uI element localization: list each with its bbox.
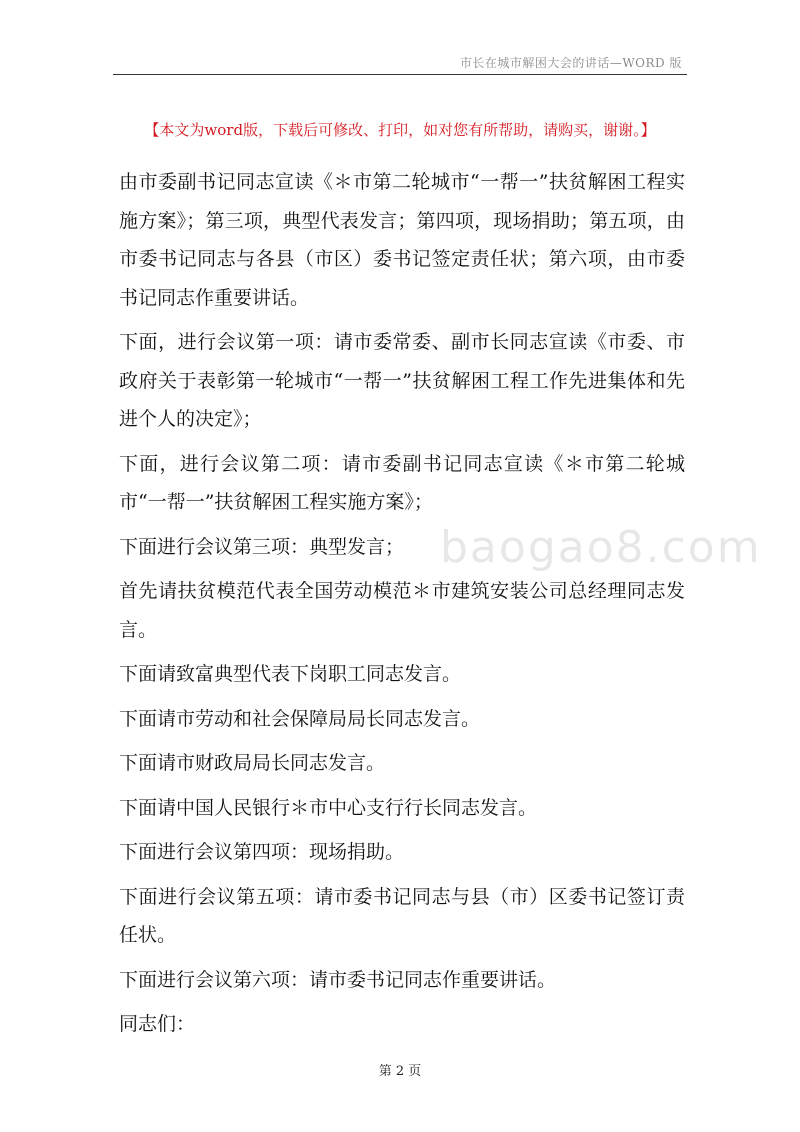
paragraph: 同志们： [119,1013,196,1035]
purchase-notice: 【本文为word版，下载后可修改、打印，如对您有所帮助，请购买，谢谢。】 [144,121,656,139]
page-number: 第 2 页 [378,1064,422,1079]
paragraph: 首先请扶贫模范代表全国劳动模范＊市建筑安装公司总经理同志发言。 [119,580,685,641]
watermark: baogao8.com [440,522,762,573]
paragraph: 下面进行会议第五项：请市委书记同志与县（市）区委书记签订责任状。 [119,885,685,946]
paragraph: 下面请市财政局局长同志发言。 [119,752,386,774]
header-divider [113,74,687,75]
paragraph: 下面进行会议第六项：请市委书记同志作重要讲话。 [119,968,557,991]
paragraph: 下面请致富典型代表下岗职工同志发言。 [119,663,462,685]
document-body [119,163,685,1050]
paragraph: 下面进行会议第四项：现场捐助。 [119,841,405,863]
paragraph: 下面，进行会议第一项：请市委常委、副市长同志宣读《市委、市政府关于表彰第一轮城市“一帮一”扶贫解困工程工作先进集体和先进个人的决定》； [119,331,685,430]
paragraph: 下面请中国人民银行＊市中心支行行长同志发言。 [119,796,538,819]
paragraph: 下面请市劳动和社会保障局局长同志发言。 [119,707,481,730]
paragraph: 下面，进行会议第二项：请市委副书记同志宣读《＊市第二轮城市“一帮一”扶贫解困工程实施方案》； [119,452,685,513]
paragraph: 由市委副书记同志宣读《＊市第二轮城市“一帮一”扶贫解困工程实施方案》；第三项，典型代表发言；第四项，现场捐助；第五项，由市委书记同志与各县（市区）委书记签定责任状；第六项，由市委书记同志作重要讲话。 [119,171,685,309]
paragraph: 下面进行会议第三项：典型发言； [119,535,405,558]
header-title: 市长在城市解困大会的讲话—WORD 版 [459,56,682,70]
